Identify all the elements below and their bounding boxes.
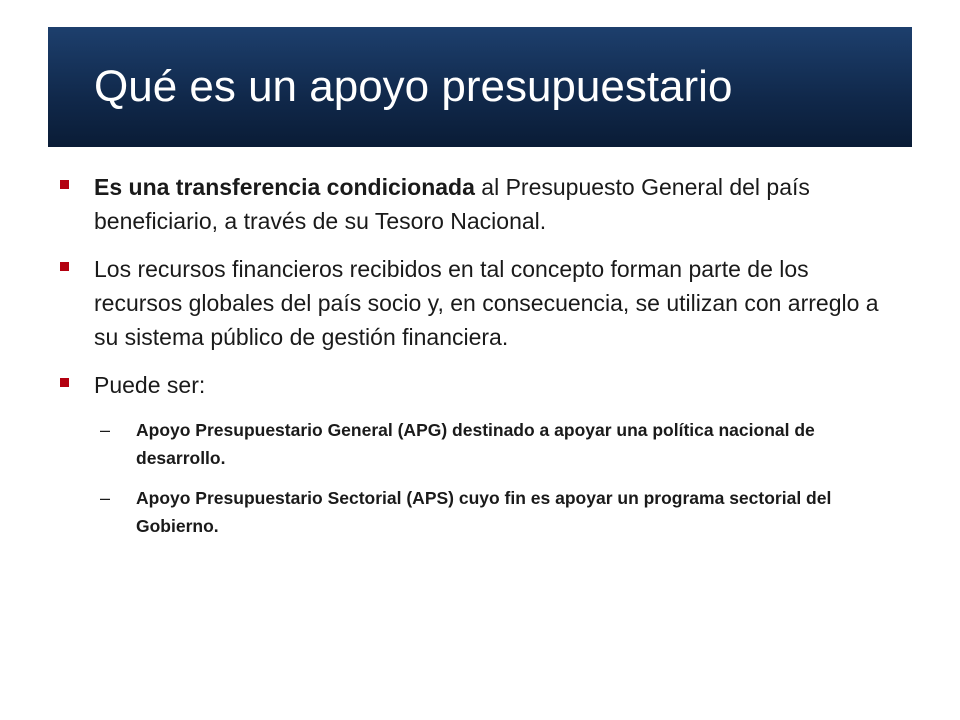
slide-title: Qué es un apoyo presupuestario <box>94 62 733 111</box>
bullet-text: Los recursos financieros recibidos en tal concepto forman parte de los recursos globales del país socio y, en consecuencia, se utilizan con arreglo a su sistema público de gestión financiera. <box>94 256 879 350</box>
bullet-text: Puede ser: <box>94 372 206 398</box>
square-bullet-icon <box>60 262 69 271</box>
slide-content <box>58 170 900 552</box>
bullet-bold-text: Es una transferencia condicionada <box>94 174 475 200</box>
bullet-item <box>58 170 900 238</box>
title-bar <box>48 27 912 147</box>
bullet-item <box>58 368 900 402</box>
bullet-item <box>58 252 900 354</box>
dash-bullet-icon: – <box>100 488 111 508</box>
sub-bullet-item <box>58 416 900 472</box>
sub-bullet-item <box>58 484 900 540</box>
dash-bullet-icon: – <box>100 420 111 440</box>
sub-bullet-text: Apoyo Presupuestario Sectorial (APS) cuyo fin es apoyar un programa sectorial del Gobierno. <box>136 488 832 536</box>
square-bullet-icon <box>60 180 69 189</box>
bullet-text: al Presupuesto General del país beneficiario, a través de su Tesoro Nacional. <box>94 174 810 234</box>
sub-bullet-text: Apoyo Presupuestario General (APG) destinado a apoyar una política nacional de desarrollo. <box>136 420 815 468</box>
square-bullet-icon <box>60 378 69 387</box>
